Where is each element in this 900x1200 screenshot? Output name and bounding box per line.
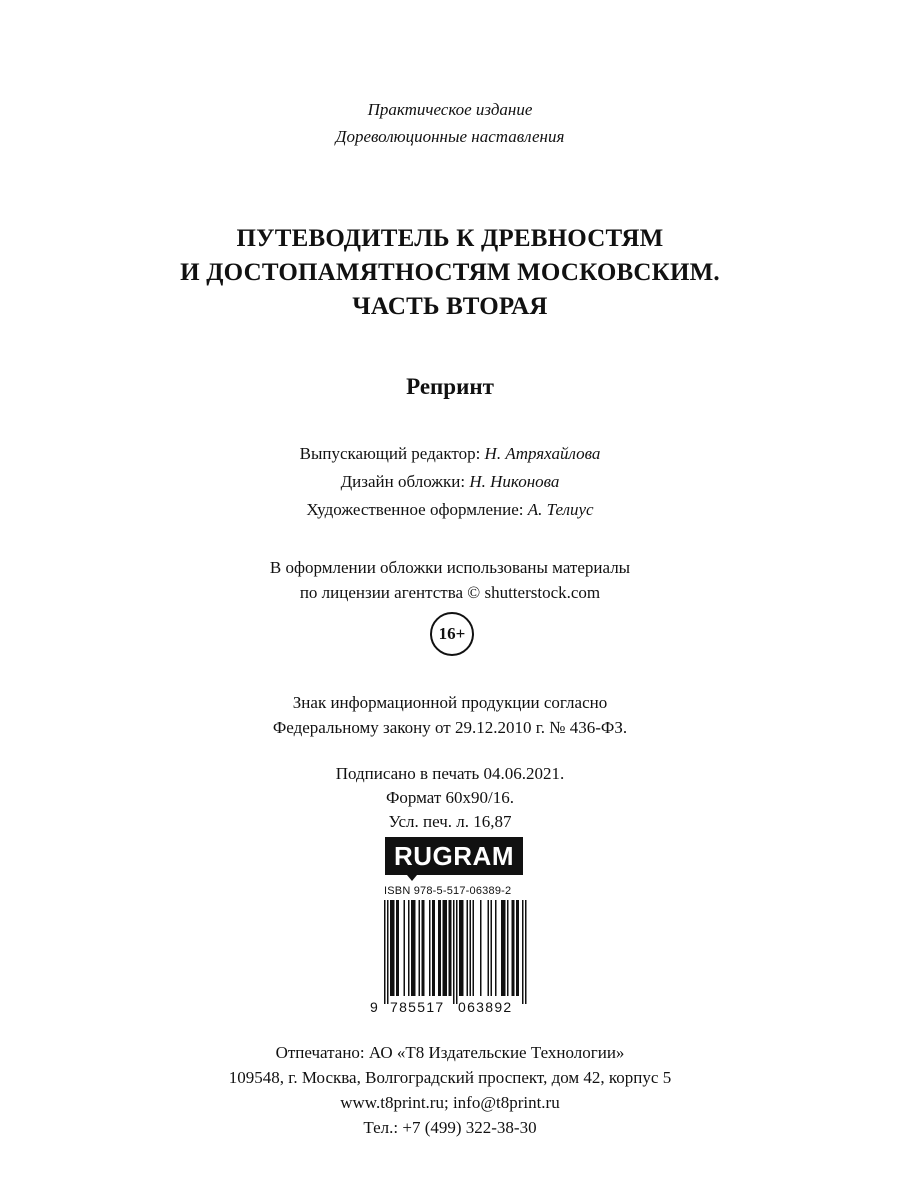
barcode-bar bbox=[440, 900, 442, 996]
barcode-bar bbox=[387, 900, 389, 1004]
barcode-bar bbox=[384, 900, 386, 1004]
book-title bbox=[0, 222, 900, 324]
credit-cover-design bbox=[0, 468, 900, 496]
barcode-bar bbox=[456, 900, 458, 1004]
age-rating-badge: 16+ bbox=[430, 612, 474, 656]
credit-cover-role: Дизайн обложки: bbox=[340, 472, 466, 491]
credit-editor-name: Н. Атряхайлова bbox=[484, 444, 601, 463]
barcode-bar bbox=[404, 900, 406, 996]
barcode-bar bbox=[462, 900, 464, 996]
barcode-bar bbox=[488, 900, 490, 996]
barcode-bar bbox=[470, 900, 472, 996]
law-note bbox=[0, 690, 900, 740]
barcode-bar bbox=[503, 900, 505, 996]
barcode-bar bbox=[449, 900, 451, 996]
barcode-bar bbox=[419, 900, 421, 996]
printer-phone: Тел.: +7 (499) 322-38-30 bbox=[363, 1118, 537, 1137]
barcode-bar bbox=[444, 900, 446, 996]
barcode-bar bbox=[411, 900, 413, 996]
barcode-bar bbox=[461, 900, 463, 996]
barcode-bar bbox=[518, 900, 520, 996]
barcode-digits-right: 063892 bbox=[458, 999, 513, 1015]
barcode-bar bbox=[432, 900, 434, 996]
barcode-bar bbox=[392, 900, 394, 996]
barcode-bar bbox=[443, 900, 445, 996]
barcode-digit-first: 9 bbox=[370, 999, 380, 1015]
barcode-bar bbox=[438, 900, 440, 996]
cover-note-line-1: В оформлении обложки использованы материалы bbox=[269, 558, 631, 577]
barcode-bar bbox=[422, 900, 424, 996]
law-note-line-2: Федеральному закону от 29.12.2010 г. № 436-ФЗ. bbox=[272, 718, 628, 737]
barcode-bar bbox=[414, 900, 416, 996]
barcode-bar bbox=[513, 900, 515, 996]
isbn-label: ISBN 978-5-517-06389-2 bbox=[384, 885, 512, 897]
printer-address: 109548, г. Москва, Волгоградский проспект, дом 42, корпус 5 bbox=[228, 1068, 672, 1087]
barcode-bar bbox=[501, 900, 503, 996]
law-note-line-1: Знак информационной продукции согласно bbox=[292, 693, 608, 712]
barcode-bar bbox=[423, 900, 425, 996]
barcode-bar bbox=[512, 900, 514, 996]
print-sheets: Усл. печ. л. 16,87 bbox=[388, 812, 512, 831]
barcode-bar bbox=[516, 900, 518, 996]
barcode-bar bbox=[467, 900, 469, 996]
credit-editor bbox=[0, 440, 900, 468]
print-format: Формат 60x90/16. bbox=[385, 788, 515, 807]
cover-license-note bbox=[0, 555, 900, 605]
barcode-bar bbox=[398, 900, 400, 996]
barcode-bar bbox=[473, 900, 475, 996]
title-line-2: И ДОСТОПАМЯТНОСТЯМ МОСКОВСКИМ. bbox=[180, 259, 720, 286]
printer-web: www.t8print.ru; info@t8print.ru bbox=[340, 1093, 560, 1112]
barcode-bar bbox=[453, 900, 455, 1004]
series-line-prerevolutionary: Дореволюционные наставления bbox=[335, 127, 565, 146]
print-info bbox=[0, 762, 900, 834]
barcode-bar bbox=[495, 900, 497, 996]
barcode-bar bbox=[408, 900, 410, 996]
barcode-bar bbox=[525, 900, 527, 1004]
edition-type: Репринт bbox=[406, 374, 494, 399]
barcode-bar bbox=[396, 900, 398, 996]
credit-editor-role: Выпускающий редактор: bbox=[299, 444, 481, 463]
print-signed-date: Подписано в печать 04.06.2021. bbox=[335, 764, 565, 783]
barcode-bars bbox=[370, 900, 530, 1004]
barcode-digits-left: 785517 bbox=[390, 999, 445, 1015]
series-line-practical: Практическое издание bbox=[367, 100, 533, 119]
barcode-bar bbox=[491, 900, 493, 996]
title-line-3: ЧАСТЬ ВТОРАЯ bbox=[352, 293, 548, 320]
barcode-bar bbox=[480, 900, 482, 996]
title-line-1: ПУТЕВОДИТЕЛЬ К ДРЕВНОСТЯМ bbox=[236, 225, 664, 252]
series-info bbox=[0, 96, 900, 150]
barcode-bar bbox=[459, 900, 461, 996]
barcode-bar bbox=[504, 900, 506, 996]
printer-name: Отпечатано: АО «Т8 Издательские Технологии» bbox=[275, 1043, 625, 1062]
barcode-bar bbox=[450, 900, 452, 996]
isbn-barcode bbox=[370, 884, 530, 1020]
barcode-bar bbox=[390, 900, 392, 996]
credits-block bbox=[0, 440, 900, 524]
publisher-logo: RUGRAM bbox=[385, 837, 523, 875]
credit-art-role: Художественное оформление: bbox=[306, 500, 524, 519]
publisher-logo-pointer bbox=[407, 875, 417, 881]
credit-cover-name: Н. Никонова bbox=[469, 472, 560, 491]
barcode-bar bbox=[413, 900, 415, 996]
credit-art-name: А. Телиус bbox=[527, 500, 594, 519]
barcode-bar bbox=[434, 900, 436, 996]
printer-info bbox=[0, 1040, 900, 1140]
cover-note-line-2: по лицензии агентства © shutterstock.com bbox=[299, 583, 601, 602]
barcode-bar bbox=[393, 900, 395, 996]
barcode-bar bbox=[446, 900, 448, 996]
barcode-bar bbox=[429, 900, 431, 996]
barcode-bar bbox=[507, 900, 509, 996]
credit-art-design bbox=[0, 496, 900, 524]
barcode-bar bbox=[522, 900, 524, 1004]
